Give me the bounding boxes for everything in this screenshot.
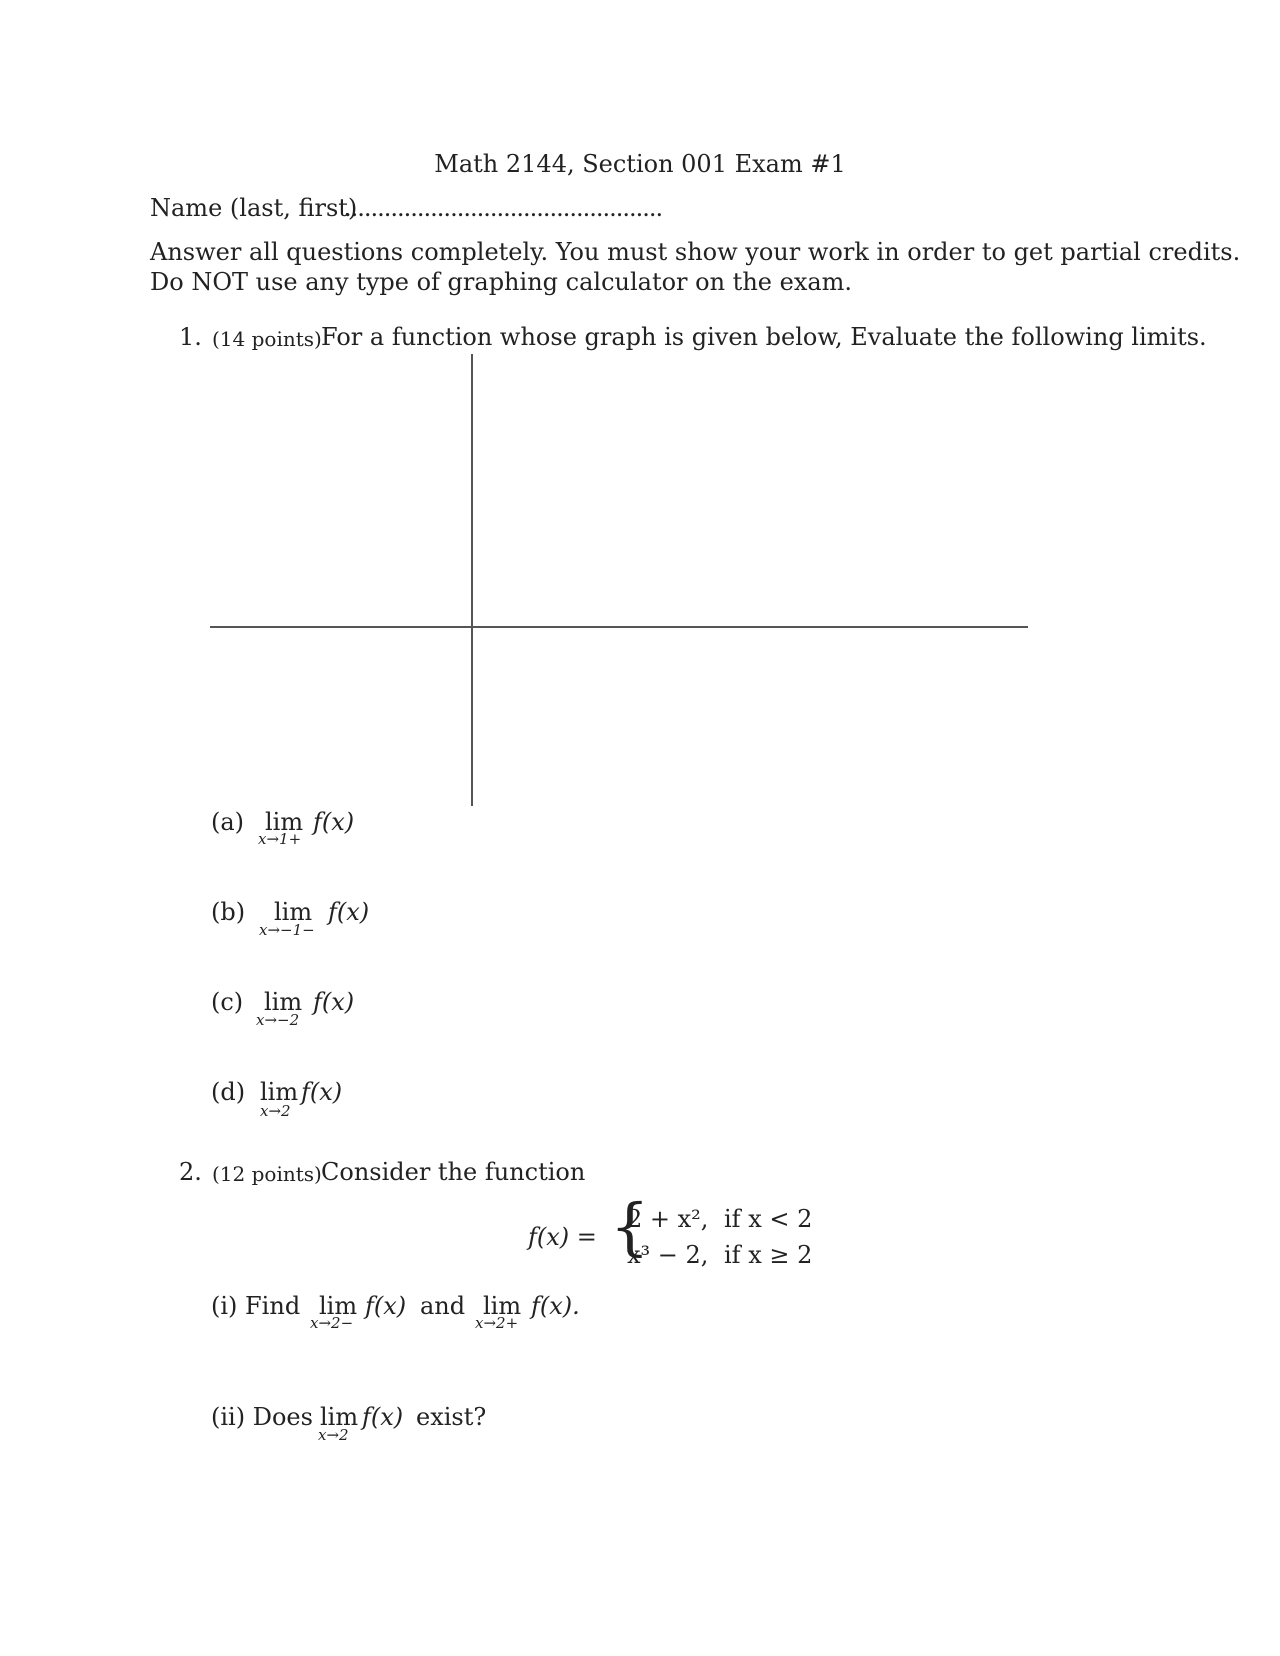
q2-part-i-and: and (420, 1292, 466, 1320)
q2-part-i-subscript-left: x→2− (310, 1314, 354, 1332)
q2-part-ii-fx: f(x) (362, 1403, 404, 1431)
q1d-fx: f(x) (301, 1078, 343, 1106)
q2-part-i-fx-left: f(x) (365, 1292, 407, 1320)
q2-part-i-lim-left: lim (319, 1292, 358, 1320)
q1-number: 1. (179, 323, 202, 351)
q1d-lim: lim (260, 1078, 299, 1106)
q2-part-i-lim-right: lim (483, 1292, 522, 1320)
q2-part-i-subscript-right: x→2+ (475, 1314, 519, 1332)
graph-x-axis (210, 626, 1028, 628)
q2-part-ii-subscript: x→2 (318, 1426, 349, 1444)
q2-part-i-label: (i) Find (211, 1292, 301, 1320)
q2-part-i-fx-right: f(x). (531, 1292, 580, 1320)
q1-prompt: For a function whose graph is given below, Evaluate the following limits. (321, 323, 1207, 351)
name-label: Name (last, first) (150, 194, 358, 222)
q1d-label: (d) (211, 1078, 246, 1106)
name-field-dots[interactable]: ................................................ (344, 194, 663, 222)
q2-points: (12 points) (212, 1162, 322, 1186)
q1a-subscript: x→1+ (258, 830, 302, 848)
q2-prompt: Consider the function (321, 1158, 586, 1186)
q1a-label: (a) (211, 808, 245, 836)
q2-part-ii-tail: exist? (416, 1403, 487, 1431)
instructions-line-2: Do NOT use any type of graphing calculator on the exam. (150, 268, 853, 296)
q2-part-ii-lim: lim (320, 1403, 359, 1431)
q1b-subscript: x→−1− (259, 921, 315, 939)
q2-left-brace: { (610, 1190, 650, 1263)
q1c-subscript: x→−2 (256, 1011, 300, 1029)
q1a-lim: lim (265, 808, 304, 836)
q2-case-2-expr: x³ − 2, (627, 1241, 709, 1269)
q2-case-1-expr: 2 + x², (627, 1205, 709, 1233)
q1b-fx: f(x) (328, 898, 370, 926)
q1b-label: (b) (211, 898, 246, 926)
q1a-fx: f(x) (313, 808, 355, 836)
q1c-fx: f(x) (313, 988, 355, 1016)
q2-function-lhs: f(x) = (528, 1223, 597, 1251)
exam-title: Math 2144, Section 001 Exam #1 (434, 150, 846, 178)
q1c-label: (c) (211, 988, 244, 1016)
graph-y-axis (471, 354, 473, 806)
q1d-subscript: x→2 (260, 1102, 291, 1120)
instructions-line-1: Answer all questions completely. You must show your work in order to get partial credits. (150, 238, 1241, 266)
q2-case-1-cond: if x < 2 (724, 1205, 813, 1233)
q1b-lim: lim (274, 898, 313, 926)
q2-number: 2. (179, 1158, 202, 1186)
q2-part-ii-label: (ii) Does (211, 1403, 313, 1431)
q2-case-2-cond: if x ≥ 2 (724, 1241, 813, 1269)
q1c-lim: lim (264, 988, 303, 1016)
q1-points: (14 points) (212, 327, 322, 351)
